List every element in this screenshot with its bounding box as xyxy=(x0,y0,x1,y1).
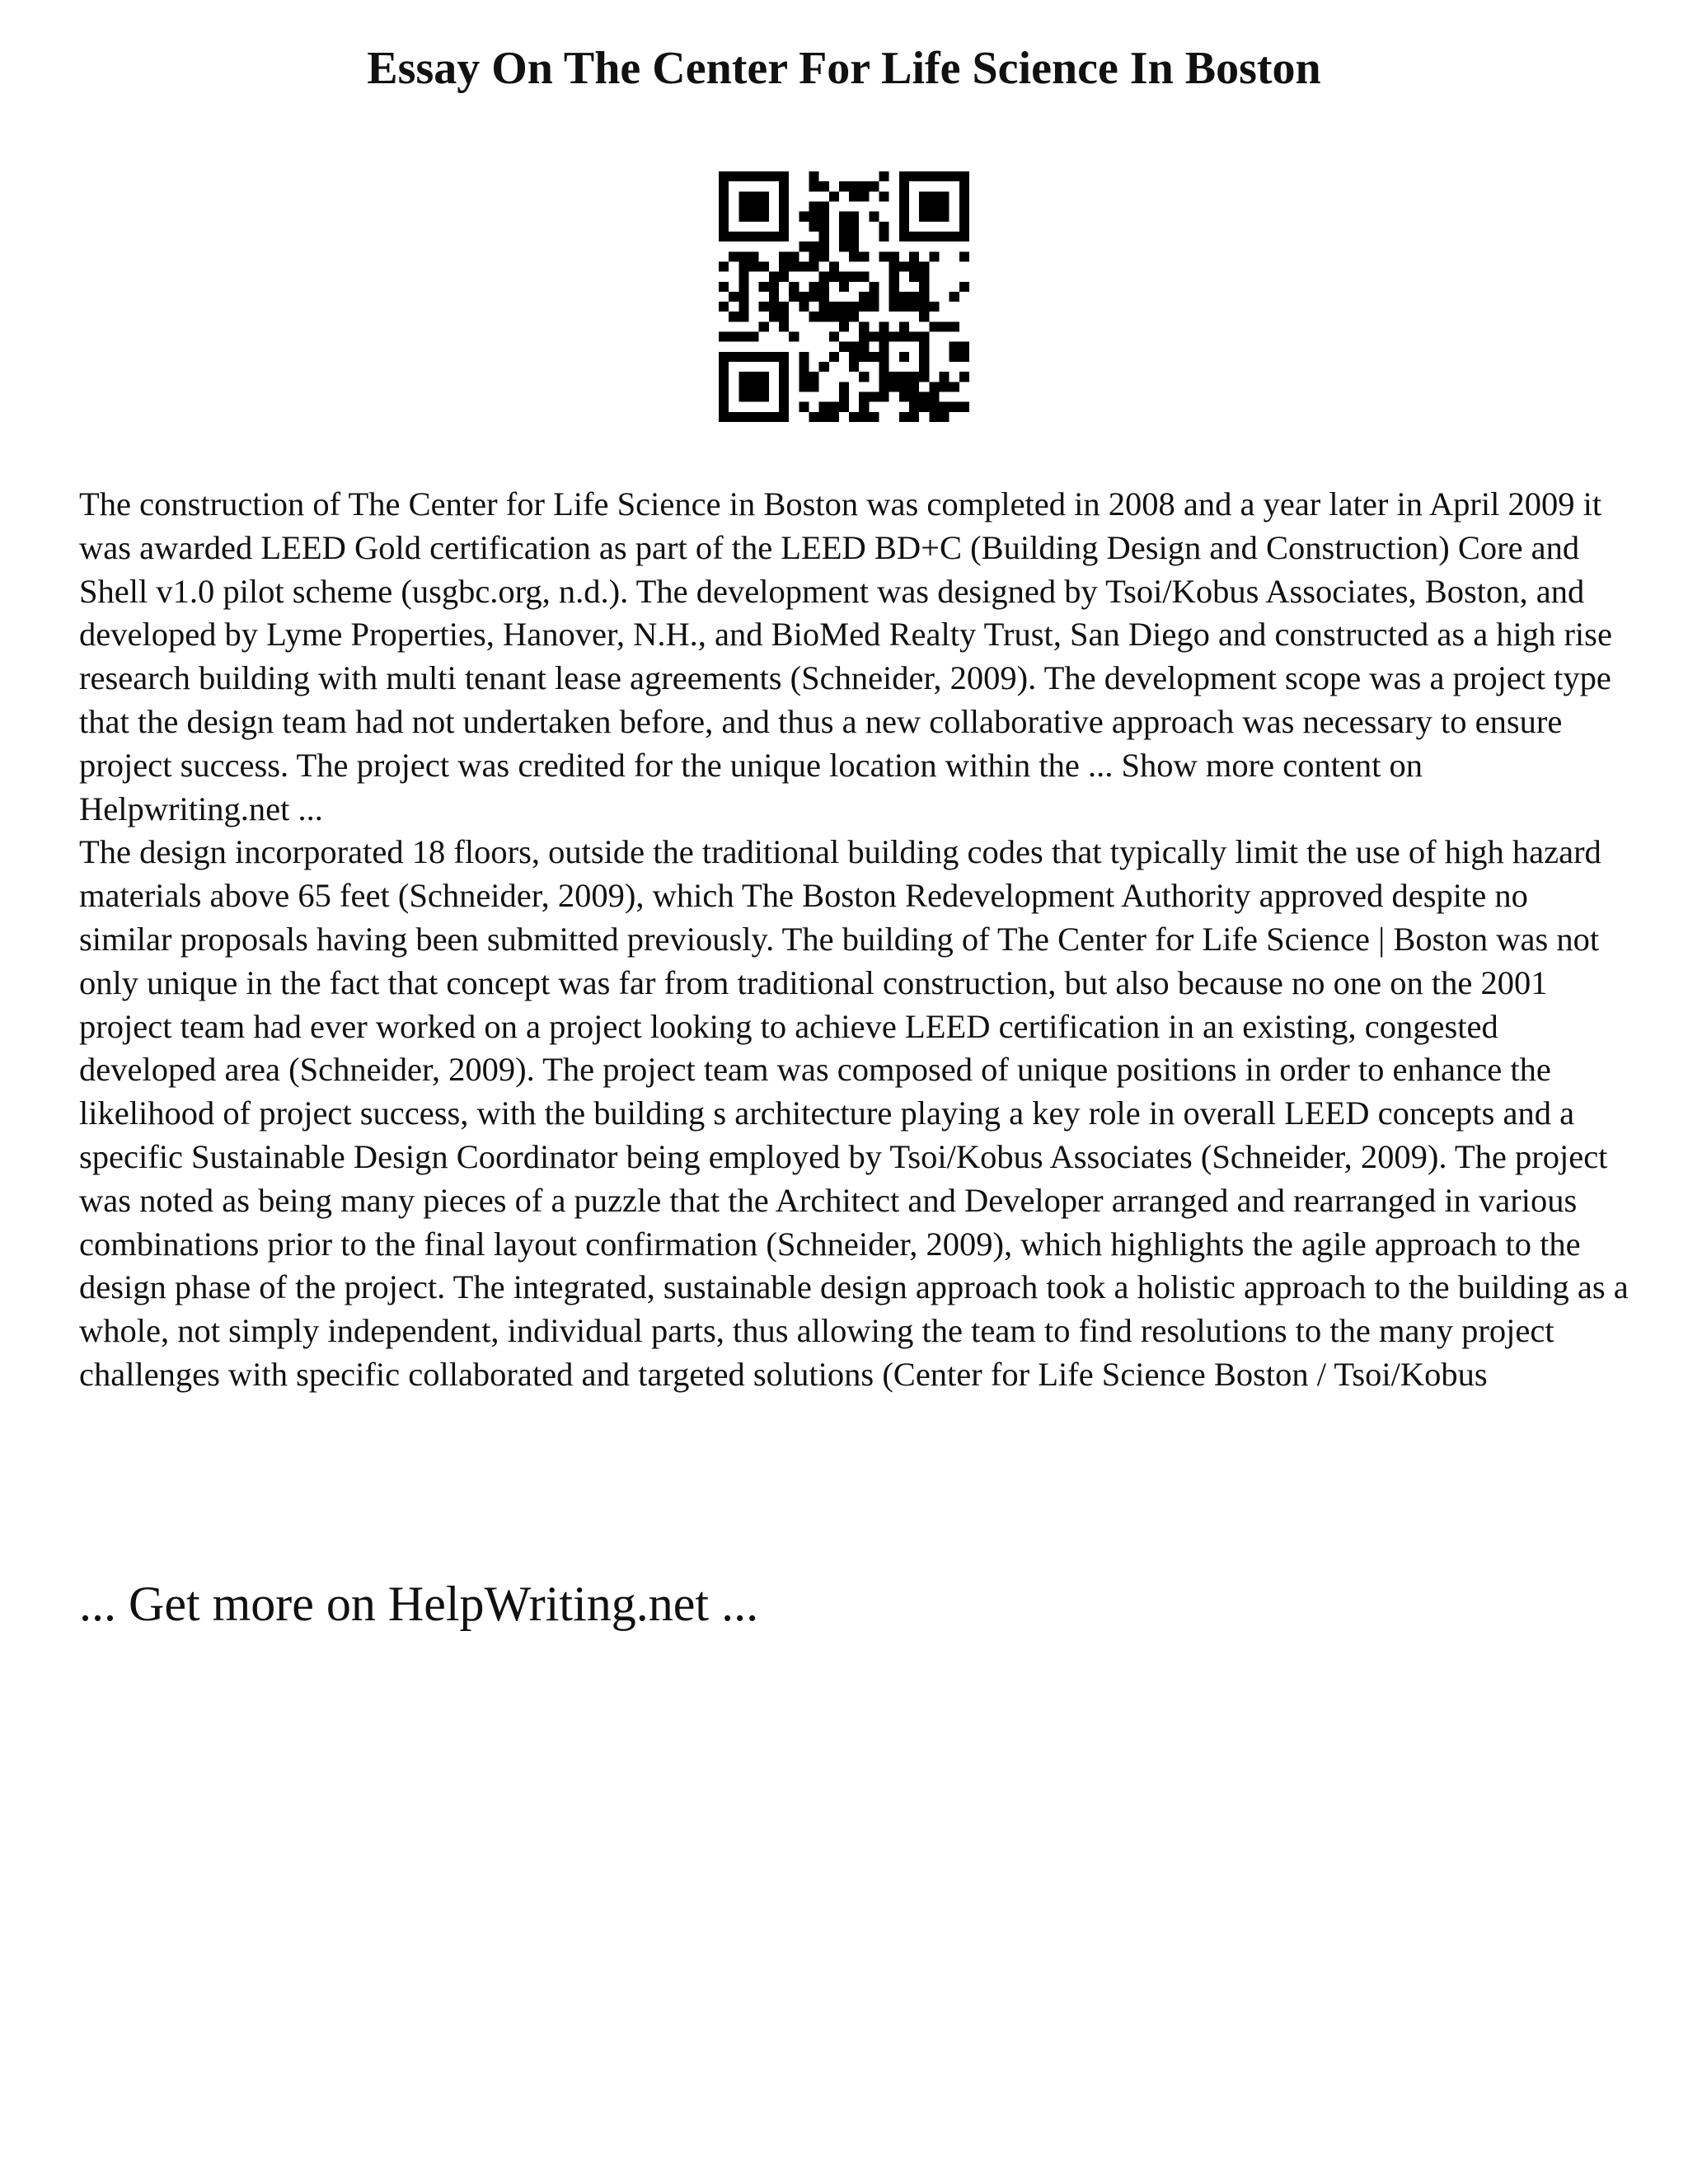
essay-paragraph-2: The design incorporated 18 floors, outside the traditional building codes that typically limit the use of high hazard materials above 65 feet (Schneider, 2009), which The Boston Redevelopment Authority approved despite no similar proposals having been submitted previously. The building of The Center for Life Science | Boston was not only unique in the fact that concept was far from traditional construction, but also because no one on the 2001 project team had ever worked on a project looking to achieve LEED certification in an existing, congested developed area (Schneider, 2009). The project team was composed of unique positions in order to enhance the likelihood of project success, with the building s architecture playing a key role in overall LEED concepts and a specific Sustainable Design Coordinator being employed by Tsoi/Kobus Associates (Schneider, 2009). The project was noted as being many pieces of a puzzle that the Architect and Developer arranged and rearranged in various combinations prior to the final layout confirmation (Schneider, 2009), which highlights the agile approach to the design phase of the project. The integrated, sustainable design approach took a holistic approach to the building as a whole, not simply independent, individual parts, thus allowing the team to find resolutions to the many project challenges with specific collaborated and targeted solutions (Center for Life Science Boston / Tsoi/Kobus xyxy=(79,833,1629,1393)
essay-paragraph-1: The construction of The Center for Life Science in Boston was completed in 2008 and a year later in April 2009 it was awarded LEED Gold certification as part of the LEED BD+C (Building Design and Construction) Core and Shell v1.0 pilot scheme (usgbc.org, n.d.). The development was designed by Tsoi/Kobus Associates, Boston, and developed by Lyme Properties, Hanover, N.H., and BioMed Realty Trust, San Diego and constructed as a high rise research building with multi tenant lease agreements (Schneider, 2009). The development scope was a project type that the design team had not undertaken before, and thus a new collaborative approach was necessary to ensure project success. The project was credited for the unique location within the ... Show more content on Helpwriting.net ... xyxy=(79,485,1612,827)
essay-body xyxy=(79,483,1629,1397)
document-title: Essay On The Center For Life Science In Boston xyxy=(367,43,1321,94)
qr-code-icon xyxy=(719,171,969,422)
get-more-link[interactable]: ... Get more on HelpWriting.net ... xyxy=(79,1577,759,1631)
